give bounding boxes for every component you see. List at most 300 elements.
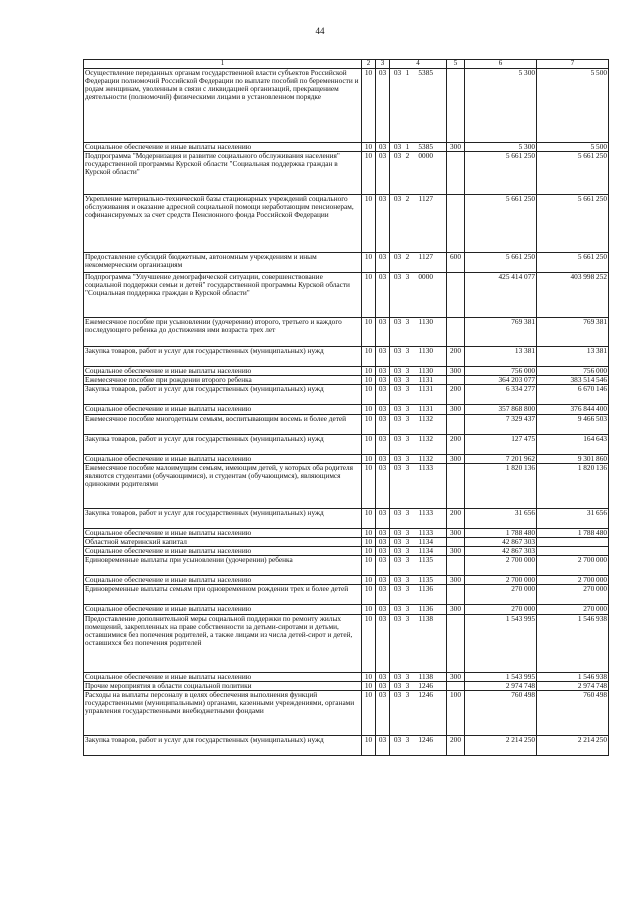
- target-subprogram-code: 3: [405, 346, 410, 355]
- table-row: [84, 605, 609, 614]
- target-direction-code: 1135: [418, 575, 433, 585]
- item-name: Социальное обеспечение и иные выплаты населению: [84, 405, 362, 414]
- expense-type-code: 300: [447, 142, 465, 151]
- subsection-code: 03: [376, 152, 390, 195]
- target-direction-code: 1135: [418, 555, 433, 565]
- item-name: Социальное обеспечение и иные выплаты населению: [84, 605, 362, 614]
- expense-type-code: [447, 585, 465, 605]
- target-direction-code: 0000: [418, 151, 433, 160]
- target-direction-code: 1132: [418, 454, 433, 463]
- expense-type-code: 200: [447, 347, 465, 367]
- target-article-code: [390, 318, 447, 347]
- target-program-code: 03: [393, 463, 402, 472]
- amount-col7: 9 466 503: [537, 414, 609, 434]
- target-direction-code: 1131: [418, 404, 433, 414]
- target-direction-code: 1138: [418, 614, 433, 623]
- section-code: 10: [362, 367, 376, 376]
- amount-col6: 31 656: [465, 508, 537, 528]
- section-code: 10: [362, 273, 376, 318]
- target-article-code: [390, 273, 447, 318]
- target-program-code: 03: [393, 194, 402, 203]
- target-direction-code: 1134: [418, 537, 433, 546]
- target-subprogram-code: 3: [405, 375, 410, 385]
- amount-col6: 270 000: [465, 585, 537, 605]
- item-name: Осуществление переданных органам государственной власти субъектов Российской Федерации полномочий Российской Федерации по выплате пособий по беременности и родам женщинам, уволенным в связи с ликвидацией организаций, прекращением деятельности (полномочий) физическими лицами в установленном порядке: [84, 68, 362, 142]
- target-program-code: 03: [393, 735, 402, 744]
- expense-type-code: 300: [447, 576, 465, 585]
- target-subprogram-code: 3: [405, 384, 410, 394]
- header-row: [84, 60, 609, 69]
- header-cell: 7: [537, 60, 609, 69]
- item-name: Укрепление материально-технической базы стационарных учреждений социального обслуживания и оказание адресной социальной помощи неработающим пенсионерам, софинансируемых за счет средств Пенсионного фонда Российской Федерации: [84, 195, 362, 253]
- target-direction-code: 1131: [418, 384, 433, 394]
- target-program-code: 03: [393, 366, 402, 375]
- table-row: [84, 576, 609, 585]
- target-subprogram-code: 3: [405, 546, 410, 556]
- expense-type-code: 200: [447, 508, 465, 528]
- subsection-code: 03: [376, 576, 390, 585]
- table-row: [84, 690, 609, 735]
- amount-col6: 2 700 000: [465, 556, 537, 576]
- item-name: Закупка товаров, работ и услуг для государственных (муниципальных) нужд: [84, 735, 362, 755]
- subsection-code: 03: [376, 614, 390, 672]
- subsection-code: 03: [376, 690, 390, 735]
- expense-type-code: 300: [447, 605, 465, 614]
- target-subprogram-code: 3: [405, 735, 410, 744]
- expense-type-code: [447, 414, 465, 434]
- target-article-code: [390, 547, 447, 556]
- subsection-code: 03: [376, 385, 390, 405]
- amount-col7: 1 546 938: [537, 614, 609, 672]
- amount-col6: 270 000: [465, 605, 537, 614]
- amount-col7: 403 998 252: [537, 273, 609, 318]
- table-row: [84, 434, 609, 454]
- amount-col6: 1 788 480: [465, 528, 537, 537]
- target-article-code: [390, 142, 447, 151]
- subsection-code: 03: [376, 142, 390, 151]
- target-program-code: 03: [393, 614, 402, 623]
- target-program-code: 03: [393, 454, 402, 463]
- table-row: [84, 385, 609, 405]
- amount-col7: 5 500: [537, 142, 609, 151]
- target-subprogram-code: 3: [405, 454, 410, 463]
- target-subprogram-code: 3: [405, 690, 410, 699]
- amount-col7: 2 700 000: [537, 576, 609, 585]
- item-name: Закупка товаров, работ и услуг для государственных (муниципальных) нужд: [84, 347, 362, 367]
- target-program-code: 03: [393, 384, 402, 394]
- target-article-code: [390, 405, 447, 414]
- item-name: Расходы на выплаты персоналу в целях обеспечения выполнения функций государственными (муниципальными) органами, казенными учреждениями, органами управления государственными внебюджетными фондами: [84, 690, 362, 735]
- target-direction-code: 1133: [418, 463, 433, 472]
- target-subprogram-code: 3: [405, 366, 410, 375]
- amount-col7: 1 788 480: [537, 528, 609, 537]
- item-name: Ежемесячное пособие многодетным семьям, воспитывающим восемь и более детей: [84, 414, 362, 434]
- amount-col7: 270 000: [537, 605, 609, 614]
- target-program-code: 03: [393, 508, 402, 517]
- amount-col6: 1 820 136: [465, 463, 537, 508]
- target-article-code: [390, 508, 447, 528]
- target-program-code: 03: [393, 604, 402, 614]
- target-program-code: 03: [393, 690, 402, 699]
- expense-type-code: 300: [447, 528, 465, 537]
- amount-col6: 425 414 077: [465, 273, 537, 318]
- table-row: [84, 152, 609, 195]
- section-code: 10: [362, 605, 376, 614]
- section-code: 10: [362, 556, 376, 576]
- item-name: Предоставление субсидий бюджетным, автономным учреждениям и иным некоммерческим организациям: [84, 253, 362, 273]
- target-direction-code: 0000: [418, 272, 433, 281]
- target-direction-code: 1131: [418, 375, 433, 385]
- section-code: 10: [362, 376, 376, 385]
- expense-type-code: [447, 681, 465, 690]
- amount-col7: 31 656: [537, 508, 609, 528]
- target-program-code: 03: [393, 317, 402, 326]
- target-article-code: [390, 454, 447, 463]
- header-cell: 3: [376, 60, 390, 69]
- expense-type-code: [447, 537, 465, 546]
- item-name: Социальное обеспечение и иные выплаты населению: [84, 528, 362, 537]
- expense-type-code: 300: [447, 672, 465, 681]
- amount-col7: 9 301 860: [537, 454, 609, 463]
- amount-col6: 7 329 437: [465, 414, 537, 434]
- subsection-code: 03: [376, 735, 390, 755]
- section-code: 10: [362, 253, 376, 273]
- target-article-code: [390, 537, 447, 546]
- item-name: Подпрограмма "Улучшение демографической ситуации, совершенствование социальной поддержки семьи и детей" государственной программы Курской области "Социальная поддержка граждан в Курской области": [84, 273, 362, 318]
- table-row: [84, 508, 609, 528]
- target-program-code: 03: [393, 142, 402, 151]
- expense-type-code: 300: [447, 454, 465, 463]
- section-code: 10: [362, 195, 376, 253]
- amount-col6: 357 868 800: [465, 405, 537, 414]
- target-article-code: [390, 376, 447, 385]
- item-name: Социальное обеспечение и иные выплаты населению: [84, 576, 362, 585]
- subsection-code: 03: [376, 508, 390, 528]
- target-subprogram-code: 3: [405, 317, 410, 326]
- target-article-code: [390, 556, 447, 576]
- amount-col6: 2 214 250: [465, 735, 537, 755]
- target-direction-code: 1127: [418, 252, 433, 261]
- subsection-code: 03: [376, 434, 390, 454]
- amount-col6: 6 334 277: [465, 385, 537, 405]
- section-code: 10: [362, 152, 376, 195]
- target-article-code: [390, 614, 447, 672]
- expense-type-code: 300: [447, 405, 465, 414]
- target-direction-code: 1138: [418, 672, 433, 681]
- target-program-code: 03: [393, 537, 402, 546]
- amount-col7: 13 381: [537, 347, 609, 367]
- target-article-code: [390, 672, 447, 681]
- subsection-code: 03: [376, 347, 390, 367]
- table-row: [84, 735, 609, 755]
- section-code: 10: [362, 347, 376, 367]
- expense-type-code: [447, 614, 465, 672]
- table-row: [84, 68, 609, 142]
- target-article-code: [390, 576, 447, 585]
- amount-col6: 127 475: [465, 434, 537, 454]
- target-article-code: [390, 690, 447, 735]
- target-program-code: 03: [393, 272, 402, 281]
- expense-type-code: 200: [447, 385, 465, 405]
- subsection-code: 03: [376, 681, 390, 690]
- item-name: Социальное обеспечение и иные выплаты населению: [84, 672, 362, 681]
- table-row: [84, 142, 609, 151]
- amount-col7: 760 498: [537, 690, 609, 735]
- budget-table: [83, 59, 609, 756]
- target-direction-code: 1246: [418, 735, 433, 744]
- amount-col6: 5 661 250: [465, 253, 537, 273]
- target-direction-code: 1246: [418, 690, 433, 699]
- section-code: 10: [362, 528, 376, 537]
- target-subprogram-code: 2: [405, 252, 410, 261]
- amount-col7: 1 820 136: [537, 463, 609, 508]
- item-name: Областной материнский капитал: [84, 537, 362, 546]
- target-direction-code: 1136: [418, 584, 433, 594]
- expense-type-code: 300: [447, 367, 465, 376]
- target-subprogram-code: 3: [405, 404, 410, 414]
- target-direction-code: 1130: [418, 366, 433, 375]
- item-name: Закупка товаров, работ и услуг для государственных (муниципальных) нужд: [84, 385, 362, 405]
- expense-type-code: [447, 318, 465, 347]
- target-program-code: 03: [393, 346, 402, 355]
- table-row: [84, 367, 609, 376]
- item-name: Прочие мероприятия в области социальной политики: [84, 681, 362, 690]
- target-program-code: 03: [393, 681, 402, 690]
- amount-col7: 2 214 250: [537, 735, 609, 755]
- table-row: [84, 585, 609, 605]
- subsection-code: 03: [376, 528, 390, 537]
- amount-col6: 1 543 995: [465, 614, 537, 672]
- target-program-code: 03: [393, 68, 402, 77]
- header-cell: 1: [84, 60, 362, 69]
- target-article-code: [390, 463, 447, 508]
- target-subprogram-code: 2: [405, 151, 410, 160]
- target-program-code: 03: [393, 404, 402, 414]
- target-article-code: [390, 195, 447, 253]
- expense-type-code: 200: [447, 434, 465, 454]
- item-name: Закупка товаров, работ и услуг для государственных (муниципальных) нужд: [84, 508, 362, 528]
- section-code: 10: [362, 405, 376, 414]
- target-direction-code: 1130: [418, 317, 433, 326]
- target-article-code: [390, 735, 447, 755]
- section-code: 10: [362, 385, 376, 405]
- expense-type-code: [447, 68, 465, 142]
- target-direction-code: 1132: [418, 414, 433, 423]
- target-subprogram-code: 1: [405, 142, 410, 151]
- table-row: [84, 195, 609, 253]
- subsection-code: 03: [376, 537, 390, 546]
- target-subprogram-code: 3: [405, 272, 410, 281]
- table-row: [84, 672, 609, 681]
- target-subprogram-code: 2: [405, 194, 410, 203]
- header-cell: 2: [362, 60, 376, 69]
- item-name: Социальное обеспечение и иные выплаты населению: [84, 454, 362, 463]
- subsection-code: 03: [376, 454, 390, 463]
- target-subprogram-code: 3: [405, 537, 410, 546]
- item-name: Предоставление дополнительной меры социальной поддержки по ремонту жилых помещений, закрепленных на праве собственности за детьми-сиротами и детьми, оставшимися без попечения родителей, а также лицами из числа детей-сирот и детей, оставшихся без попечения родителей: [84, 614, 362, 672]
- section-code: 10: [362, 414, 376, 434]
- target-direction-code: 1127: [418, 194, 433, 203]
- target-direction-code: 1133: [418, 528, 433, 537]
- item-name: Ежемесячное пособие малоимущим семьям, имеющим детей, у которых оба родителя являются студентами (обучающимися), и студентам (обучающимся), являющимся одинокими родителями: [84, 463, 362, 508]
- amount-col7: 2 700 000: [537, 556, 609, 576]
- item-name: Закупка товаров, работ и услуг для государственных (муниципальных) нужд: [84, 434, 362, 454]
- target-article-code: [390, 605, 447, 614]
- target-program-code: 03: [393, 575, 402, 585]
- amount-col7: [537, 537, 609, 546]
- subsection-code: 03: [376, 556, 390, 576]
- expense-type-code: [447, 273, 465, 318]
- expense-type-code: [447, 463, 465, 508]
- amount-col7: 1 546 938: [537, 672, 609, 681]
- subsection-code: 03: [376, 376, 390, 385]
- target-subprogram-code: 3: [405, 555, 410, 565]
- amount-col6: 5 661 250: [465, 152, 537, 195]
- table-row: [84, 318, 609, 347]
- section-code: 10: [362, 547, 376, 556]
- target-program-code: 03: [393, 672, 402, 681]
- expense-type-code: [447, 195, 465, 253]
- subsection-code: 03: [376, 672, 390, 681]
- table-row: [84, 681, 609, 690]
- amount-col7: 5 661 250: [537, 195, 609, 253]
- table-row: [84, 537, 609, 546]
- target-program-code: 03: [393, 252, 402, 261]
- table-row: [84, 556, 609, 576]
- target-article-code: [390, 152, 447, 195]
- expense-type-code: [447, 152, 465, 195]
- amount-col7: 5 661 250: [537, 152, 609, 195]
- table-row: [84, 414, 609, 434]
- expense-type-code: [447, 556, 465, 576]
- subsection-code: 03: [376, 68, 390, 142]
- target-program-code: 03: [393, 414, 402, 423]
- section-code: 10: [362, 576, 376, 585]
- target-article-code: [390, 528, 447, 537]
- target-article-code: [390, 414, 447, 434]
- section-code: 10: [362, 318, 376, 347]
- amount-col7: 270 000: [537, 585, 609, 605]
- target-article-code: [390, 68, 447, 142]
- target-article-code: [390, 347, 447, 367]
- amount-col6: 5 661 250: [465, 195, 537, 253]
- target-subprogram-code: 3: [405, 575, 410, 585]
- section-code: 10: [362, 672, 376, 681]
- subsection-code: 03: [376, 414, 390, 434]
- amount-col6: 769 381: [465, 318, 537, 347]
- item-name: Социальное обеспечение и иные выплаты населению: [84, 547, 362, 556]
- subsection-code: 03: [376, 463, 390, 508]
- target-direction-code: 1133: [418, 508, 433, 517]
- item-name: Ежемесячное пособие при рождении второго ребенка: [84, 376, 362, 385]
- section-code: 10: [362, 68, 376, 142]
- target-program-code: 03: [393, 546, 402, 556]
- expense-type-code: 600: [447, 253, 465, 273]
- amount-col6: 1 543 995: [465, 672, 537, 681]
- target-article-code: [390, 385, 447, 405]
- amount-col7: 6 670 146: [537, 385, 609, 405]
- amount-col6: 42 867 303: [465, 537, 537, 546]
- header-cell: 6: [465, 60, 537, 69]
- section-code: 10: [362, 614, 376, 672]
- amount-col7: 5 500: [537, 68, 609, 142]
- section-code: 10: [362, 735, 376, 755]
- target-direction-code: 1130: [418, 346, 433, 355]
- target-direction-code: 5385: [418, 68, 433, 77]
- amount-col7: 2 974 748: [537, 681, 609, 690]
- item-name: Социальное обеспечение и иные выплаты населению: [84, 367, 362, 376]
- table-row: [84, 273, 609, 318]
- amount-col6: 364 203 077: [465, 376, 537, 385]
- target-subprogram-code: 3: [405, 681, 410, 690]
- target-direction-code: 1132: [418, 434, 433, 443]
- target-subprogram-code: 3: [405, 528, 410, 537]
- page-number: 44: [315, 26, 325, 36]
- amount-col7: 5 661 250: [537, 253, 609, 273]
- header-cell: 5: [447, 60, 465, 69]
- amount-col6: 2 974 748: [465, 681, 537, 690]
- target-direction-code: 1136: [418, 604, 433, 614]
- target-subprogram-code: 3: [405, 463, 410, 472]
- table-row: [84, 347, 609, 367]
- subsection-code: 03: [376, 273, 390, 318]
- target-subprogram-code: 3: [405, 672, 410, 681]
- table-row: [84, 463, 609, 508]
- amount-col7: 164 643: [537, 434, 609, 454]
- expense-type-code: 300: [447, 547, 465, 556]
- section-code: 10: [362, 690, 376, 735]
- amount-col6: 756 000: [465, 367, 537, 376]
- subsection-code: 03: [376, 318, 390, 347]
- subsection-code: 03: [376, 547, 390, 556]
- target-article-code: [390, 434, 447, 454]
- table-row: [84, 253, 609, 273]
- target-subprogram-code: 3: [405, 604, 410, 614]
- target-program-code: 03: [393, 434, 402, 443]
- target-article-code: [390, 585, 447, 605]
- item-name: Подпрограмма "Модернизация и развитие социального обслуживания населения" государственной программы Курской области "Социальная поддержка граждан в Курской области": [84, 152, 362, 195]
- subsection-code: 03: [376, 367, 390, 376]
- target-article-code: [390, 681, 447, 690]
- amount-col6: 2 700 000: [465, 576, 537, 585]
- target-subprogram-code: 3: [405, 508, 410, 517]
- table-row: [84, 547, 609, 556]
- subsection-code: 03: [376, 195, 390, 253]
- amount-col7: 383 514 546: [537, 376, 609, 385]
- amount-col7: [537, 547, 609, 556]
- section-code: 10: [362, 508, 376, 528]
- target-program-code: 03: [393, 151, 402, 160]
- section-code: 10: [362, 434, 376, 454]
- subsection-code: 03: [376, 585, 390, 605]
- section-code: 10: [362, 585, 376, 605]
- subsection-code: 03: [376, 605, 390, 614]
- target-direction-code: 1134: [418, 546, 433, 556]
- table-row: [84, 376, 609, 385]
- item-name: Ежемесячное пособие при усыновлении (удочерении) второго, третьего и каждого последующего ребенка до достижения ими возраста трех лет: [84, 318, 362, 347]
- table-row: [84, 614, 609, 672]
- target-program-code: 03: [393, 375, 402, 385]
- amount-col7: 769 381: [537, 318, 609, 347]
- target-subprogram-code: 3: [405, 614, 410, 623]
- expense-type-code: [447, 376, 465, 385]
- target-article-code: [390, 253, 447, 273]
- target-subprogram-code: 3: [405, 414, 410, 423]
- section-code: 10: [362, 454, 376, 463]
- target-direction-code: 1246: [418, 681, 433, 690]
- target-program-code: 03: [393, 528, 402, 537]
- amount-col7: 756 000: [537, 367, 609, 376]
